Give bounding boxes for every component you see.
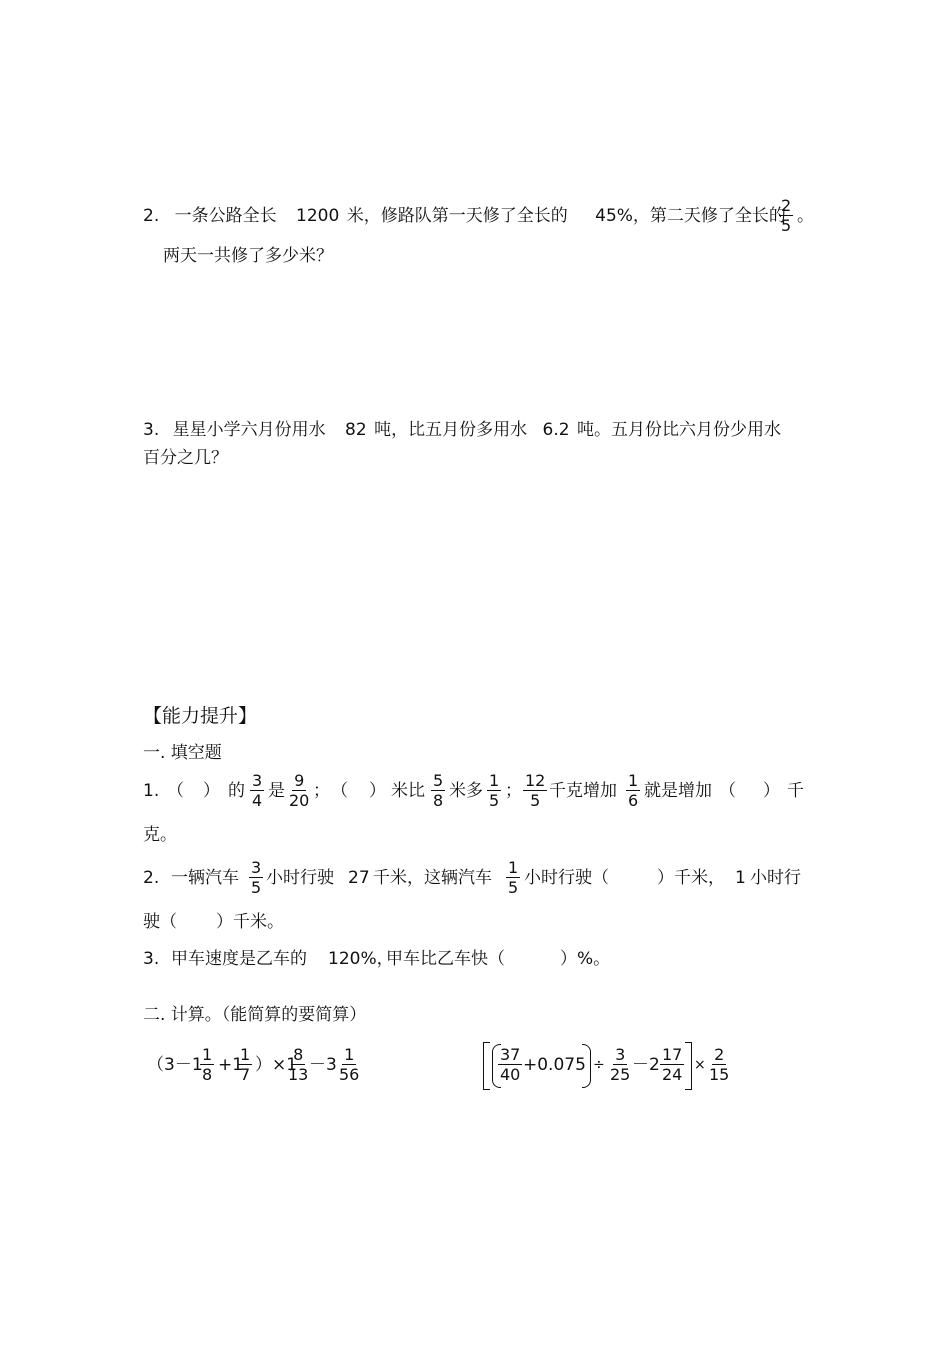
numerator: 1 [508,858,519,877]
text: 吨，比五月份多用水 [374,420,528,440]
numerator: 3 [251,858,262,877]
text: 小时行 [750,868,801,888]
fraction [287,771,311,810]
fraction [506,858,520,897]
denominator: 8 [202,1065,213,1084]
times: ）×1 [255,1055,298,1075]
fraction [779,196,793,235]
text: 第二天修了全长的 [649,206,786,226]
value: 6.2 [542,420,570,440]
fraction [238,1045,252,1084]
numerator: 9 [294,771,305,790]
numerator: 3 [252,771,263,790]
text: 就是增加 [644,781,712,801]
numerator: 3 [615,1045,626,1064]
numerator: 2 [781,196,792,215]
text: ）千米。 [216,912,284,932]
text: 的 [228,781,245,801]
denominator: 5 [781,216,792,235]
fraction [431,771,445,810]
fraction [660,1045,684,1084]
section-title: 【能力提升】 [143,705,258,727]
value: 1200 [296,206,340,226]
q3-num: 3. [143,949,160,969]
text: 星星小学六月份用水 [172,420,326,440]
numerator: 1 [202,1045,213,1064]
fill-in-title: 一. 填空题 [143,743,222,763]
text: 米多 [449,781,483,801]
minus: －3 [309,1055,337,1075]
denominator: 15 [709,1065,730,1084]
paren-open: （ [719,781,736,801]
value: 45%， [595,206,650,226]
text: 千克增加 [549,781,617,801]
denominator: 5 [251,878,262,897]
text: 千 [787,781,804,801]
minus: －2 [632,1055,660,1075]
value: 1 [735,868,746,888]
numerator: 1 [344,1045,355,1064]
period: 。 [797,206,814,226]
problem-2-line-1 [143,206,786,226]
expr1-open: （3－1 [147,1055,203,1075]
numerator: 8 [293,1045,304,1064]
numerator: 37 [500,1045,521,1064]
fraction [250,771,264,810]
denominator: 13 [288,1065,309,1084]
denominator: 7 [240,1065,251,1084]
plus: +1 [218,1055,244,1075]
denominator: 6 [628,791,639,810]
denominator: 5 [489,791,500,810]
divide: ÷ [593,1057,605,1073]
denominator: 20 [289,791,310,810]
fraction [707,1045,731,1084]
text: 吨。五月份比六月份少用水 [576,420,781,440]
denominator: 5 [530,791,541,810]
numerator: 1 [240,1045,251,1064]
fraction [498,1045,522,1084]
value: 27 [348,868,370,888]
fraction [626,771,640,810]
fraction [608,1045,632,1084]
q1-num: 1. [143,781,160,801]
right-paren [582,1044,591,1088]
problem-3-line-1 [143,420,781,440]
paren-close: ） [369,781,386,801]
problem-3-line-2: 百分之几？ [143,448,228,468]
problem-number: 3. [143,420,160,440]
text: ）千米， [657,868,725,888]
numerator: 17 [662,1045,683,1064]
paren-close: ） [763,781,780,801]
numerator: 2 [714,1045,725,1064]
denominator: 8 [433,791,444,810]
text: 驶（ [143,912,177,932]
fraction [487,771,501,810]
text: 千米，这辆汽车 [373,868,492,888]
plus: +0.075 [523,1055,586,1075]
paren-open: （ [167,781,184,801]
q2-num: 2. [143,868,160,888]
numerator: 12 [525,771,546,790]
fraction [523,771,547,810]
text: 是 [268,781,285,801]
text: 小时行驶（ [524,868,609,888]
text: 米，修路队第一天修了全长的 [346,206,568,226]
denominator: 5 [508,878,519,897]
text: 米比 [391,781,425,801]
value: 82 [345,420,367,440]
text: ； [505,781,522,801]
denominator: 56 [339,1065,360,1084]
value: 120%， [328,949,394,969]
fraction [337,1045,361,1084]
numerator: 1 [489,771,500,790]
fraction [249,858,263,897]
numerator: 1 [628,771,639,790]
fraction [286,1045,310,1084]
text: ； [313,781,330,801]
text: 一辆汽车 [171,868,239,888]
denominator: 40 [500,1065,521,1084]
text: 甲车速度是乙车的 [171,949,307,969]
left-square-bracket [483,1042,490,1090]
paren-open: （ [331,781,348,801]
fraction [200,1045,214,1084]
text: ）%。 [560,949,611,969]
problem-number: 2. [143,206,160,226]
text: 一条公路全长 [174,206,277,226]
denominator: 24 [662,1065,683,1084]
problem-2-line-2: 两天一共修了多少米？ [163,246,333,266]
text: 甲车比乙车快（ [386,949,505,969]
q1-line-2: 克。 [143,825,177,845]
numerator: 5 [433,771,444,790]
denominator: 25 [610,1065,631,1084]
calc-title: 二. 计算。（能简算的要简算） [143,1005,367,1025]
times: × [694,1057,706,1073]
text: 小时行驶 [266,868,334,888]
right-square-bracket [685,1042,692,1090]
denominator: 4 [252,791,263,810]
paren-close: ） [203,781,220,801]
